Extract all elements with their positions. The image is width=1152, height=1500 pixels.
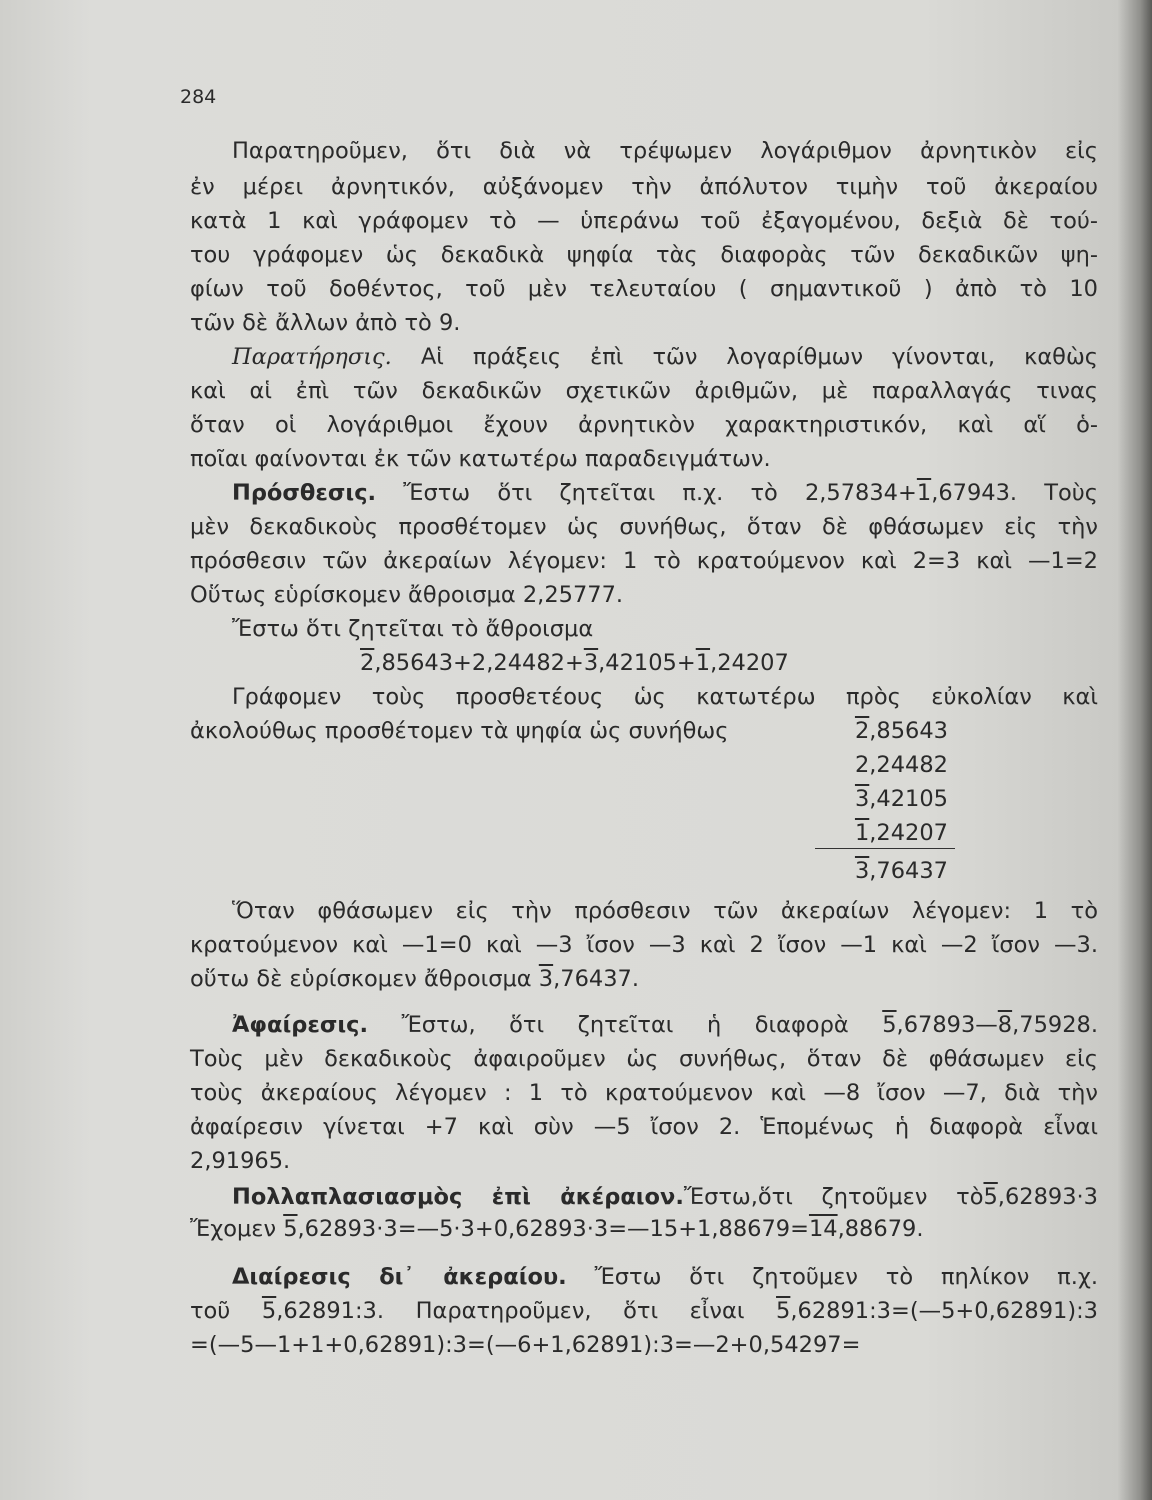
remark-line: ποῖαι φαίνονται ἐκ τῶν κατωτέρω παραδειγμάτων.	[190, 446, 771, 472]
addition-line: πρόσθεσιν τῶν ἀκεραίων λέγομεν: 1 τὸ κρατούμενον καὶ 2=3 καὶ —1=2	[190, 548, 1098, 574]
subtraction-heading: Ἀφαίρεσις.	[232, 1012, 369, 1038]
negative-characteristic: 3	[538, 966, 554, 992]
subtraction-line: ἀφαίρεσιν γίνεται +7 καὶ σὺν —5 ἴσον 2. Ἑπομένως ἡ διαφορὰ εἶναι	[190, 1114, 1098, 1140]
negative-characteristic: 14	[808, 1216, 838, 1242]
negative-characteristic: 1	[916, 480, 932, 506]
negative-characteristic: 3	[583, 650, 599, 676]
paragraph-line: ἐν μέρει ἀρνητικόν, αὐξάνομεν τὴν ἀπόλυτον τιμὴν τοῦ ἀκεραίου	[190, 174, 1098, 200]
negative-characteristic: 2	[854, 718, 870, 744]
expression-part: ,24207	[710, 650, 789, 676]
addend-value: ,24207	[869, 820, 948, 846]
remark-line: καὶ αἱ ἐπὶ τῶν δεκαδικῶν σχετικῶν ἀριθμῶν, μὲ παραλλαγάς τινας	[190, 378, 1098, 404]
multiplication-text: ,62893·3=—5·3+0,62893·3=—15+1,88679=	[297, 1216, 809, 1242]
paragraph-line: τῶν δὲ ἄλλων ἀπὸ τὸ 9.	[190, 310, 461, 336]
addition-expression	[360, 648, 789, 678]
addend-value: ,42105	[869, 786, 948, 812]
after-text: οὕτω δὲ εὑρίσκομεν ἄθροισμα	[190, 966, 539, 992]
subtraction-first-line	[232, 1010, 1098, 1040]
addition-line: μὲν δεκαδικοὺς προσθέτομεν ὡς συνήθως, ὅταν δὲ φθάσωμεν εἰς τὴν	[190, 514, 1098, 540]
remark-text: Αἱ πράξεις ἐπὶ τῶν λογαρίθμων γίνονται, καθὼς	[420, 344, 1098, 370]
division-text: ,62891:3. Παρατηροῦμεν, ὅτι εἶναι	[276, 1298, 777, 1324]
column-addend	[830, 818, 948, 848]
page-number: 284	[180, 86, 217, 108]
addition-heading: Πρόσθεσις.	[232, 480, 377, 506]
negative-characteristic: 5	[261, 1298, 277, 1324]
multiplication-text: ,88679.	[837, 1216, 924, 1242]
division-text: τοῦ	[190, 1298, 262, 1324]
addition-line: Οὕτως εὑρίσκομεν ἄθροισμα 2,25777.	[190, 582, 624, 608]
remark-first-line	[232, 342, 1098, 372]
negative-characteristic: 5	[983, 1184, 998, 1210]
subtraction-text: Ἔστω, ὅτι ζητεῖται ἡ διαφορὰ	[401, 1012, 883, 1038]
division-line	[190, 1296, 1098, 1326]
multiplication-heading: Πολλαπλασιασμὸς ἐπὶ ἀκέραιον.	[232, 1184, 684, 1210]
negative-characteristic: 2	[360, 650, 375, 676]
negative-characteristic: 3	[854, 858, 870, 884]
column-addend	[830, 750, 948, 780]
remark-line: ὅταν οἱ λογάριθμοι ἔχουν ἀρνητικὸν χαρακτηριστικόν, καὶ αἵ ὁ-	[190, 412, 1098, 438]
multiplication-text: Ἔστω,ὅτι ζητοῦμεν τὸ	[683, 1184, 984, 1210]
addend-value: ,85643	[869, 718, 948, 744]
multiplication-text: Ἔχομεν	[190, 1216, 284, 1242]
remark-heading: Παρατήρησις.	[232, 344, 392, 370]
expression-part: ,42105+	[598, 650, 696, 676]
subtraction-text: ,67893—	[896, 1012, 998, 1038]
negative-characteristic: 5	[283, 1216, 298, 1242]
write-line: ἀκολούθως προσθέτομεν τὰ ψηφία ὡς συνήθως	[190, 718, 729, 744]
negative-characteristic: 1	[854, 820, 870, 846]
addition-text: ,67943. Τοὺς	[931, 480, 1098, 506]
division-heading: Διαίρεσις δι᾽ ἀκεραίου.	[232, 1264, 567, 1290]
division-text: ,62891:3=(—5+0,62891):3	[790, 1298, 1098, 1324]
division-line: =(—5—1+1+0,62891):3=(—6+1,62891):3=—2+0,54297=	[190, 1332, 861, 1358]
negative-characteristic: 5	[882, 1012, 897, 1038]
paragraph-line: του γράφομεν ὡς δεκαδικὰ ψηφία τὰς διαφορὰς τῶν δεκαδικῶν ψη-	[190, 242, 1098, 268]
paragraph-line: κατὰ 1 καὶ γράφομεν τὸ — ὑπεράνω τοῦ ἐξαγομένου, δεξιὰ δὲ τού-	[190, 208, 1098, 234]
multiplication-text: ,62893·3	[997, 1184, 1098, 1210]
paragraph-line: φίων τοῦ δοθέντος, τοῦ μὲν τελευταίου ( σημαντικοῦ ) ἀπὸ τὸ 10	[190, 276, 1098, 302]
multiplication-first-line	[232, 1182, 1098, 1212]
addition-first-line	[232, 478, 1098, 508]
subtraction-line: Τοὺς μὲν δεκαδικοὺς ἀφαιροῦμεν ὡς συνήθως, ὅταν δὲ φθάσωμεν εἰς	[190, 1046, 1098, 1072]
subtraction-line: 2,91965.	[190, 1148, 291, 1174]
paragraph-line: Παρατηροῦμεν, ὅτι διὰ νὰ τρέψωμεν λογάριθμον ἀρνητικὸν εἰς	[232, 138, 1098, 164]
after-line: κρατούμενον καὶ —1=0 καὶ —3 ἴσον —3 καὶ 2 ἴσον —1 καὶ —2 ἴσον —3.	[190, 932, 1098, 958]
multiplication-line	[190, 1214, 1098, 1244]
write-line: Γράφομεν τοὺς προσθετέους ὡς κατωτέρω πρὸς εὐκολίαν καὶ	[232, 684, 1098, 710]
column-addend	[830, 716, 948, 746]
negative-characteristic: 1	[695, 650, 711, 676]
sum-value: ,76437	[869, 858, 948, 884]
addend-value: 2,24482	[854, 752, 948, 778]
after-line: Ὅταν φθάσωμεν εἰς τὴν πρόσθεσιν τῶν ἀκεραίων λέγομεν: 1 τὸ	[232, 898, 1098, 924]
expression-part: ,85643+2,24482+	[374, 650, 584, 676]
after-line	[190, 964, 1098, 994]
negative-characteristic: 3	[854, 786, 870, 812]
addition-second-intro: Ἔστω ὅτι ζητεῖται τὸ ἄθροισμα	[232, 616, 594, 642]
column-sum	[830, 856, 948, 886]
after-text: ,76437.	[553, 966, 640, 992]
division-first-line	[232, 1262, 1098, 1292]
subtraction-text: ,75928.	[1012, 1012, 1098, 1038]
negative-characteristic: 8	[997, 1012, 1013, 1038]
division-text: Ἔστω ὅτι ζητοῦμεν τὸ πηλίκον π.χ.	[594, 1264, 1098, 1290]
negative-characteristic: 5	[776, 1298, 791, 1324]
subtraction-line: τοὺς ἀκεραίους λέγομεν : 1 τὸ κρατούμενον καὶ —8 ἴσον —7, διὰ τὴν	[190, 1080, 1098, 1106]
column-addend	[830, 784, 948, 814]
sum-rule	[815, 848, 955, 849]
addition-text: Ἔστω ὅτι ζητεῖται π.χ. τὸ 2,57834+	[403, 480, 917, 506]
